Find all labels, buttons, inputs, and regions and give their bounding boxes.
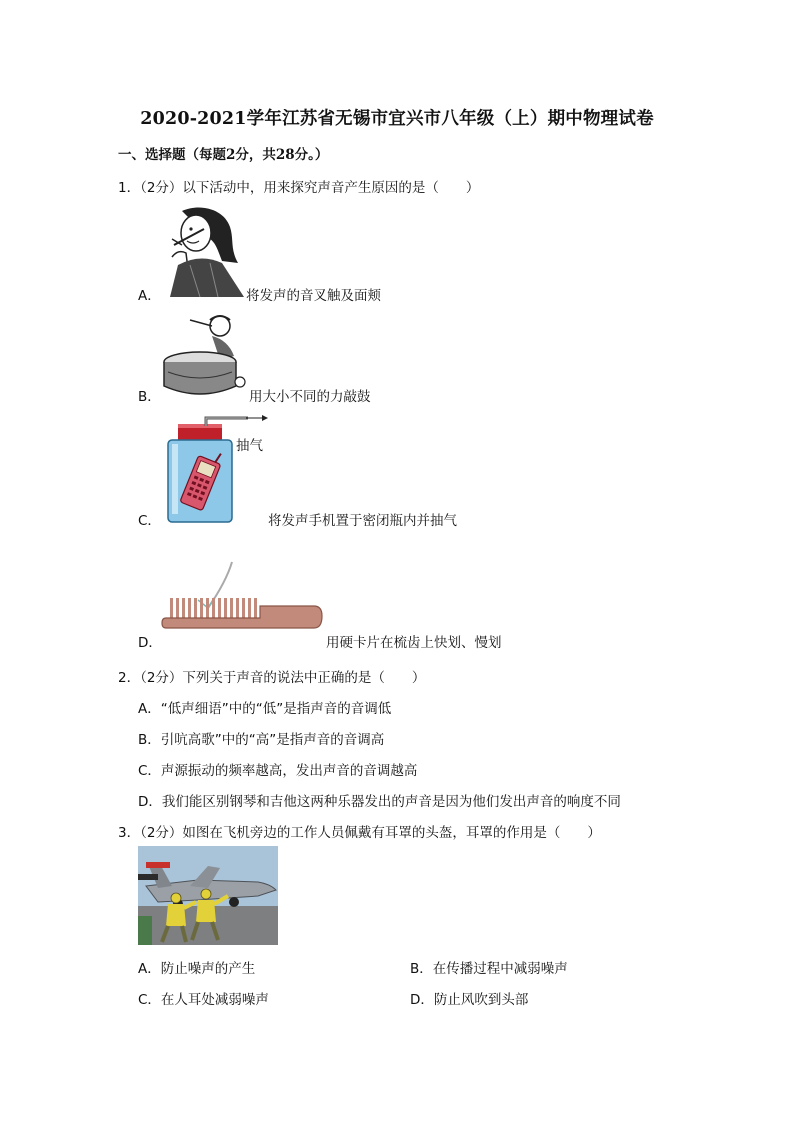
q3-option-d: D．防止风吹到头部 — [410, 992, 529, 1008]
phone-in-jar-illustration — [162, 414, 272, 524]
question-1-stem: 1．（2分）以下活动中，用来探究声音产生原因的是（ ） — [118, 180, 480, 196]
q1-option-b-text: 用大小不同的力敲鼓 — [249, 389, 371, 405]
comb-card-illustration — [160, 560, 326, 636]
q1-option-b-letter: B． — [138, 389, 161, 405]
q1-option-d-text: 用硬卡片在梳齿上快划、慢划 — [326, 635, 502, 651]
q1-option-c-text: 将发声手机置于密闭瓶内并抽气 — [268, 513, 457, 529]
question-2-stem: 2．（2分）下列关于声音的说法中正确的是（ ） — [118, 670, 426, 686]
q1-option-a-letter: A． — [138, 288, 161, 304]
q2-option-c: C．声源振动的频率越高，发出声音的音调越高 — [138, 763, 418, 779]
question-3-stem: 3．（2分）如图在飞机旁边的工作人员佩戴有耳罩的头盔，耳罩的作用是（ ） — [118, 825, 601, 841]
q3-option-a: A．防止噪声的产生 — [138, 961, 256, 977]
pump-air-label: 抽气 — [236, 438, 263, 454]
q3-option-b: B．在传播过程中减弱噪声 — [410, 961, 568, 977]
tuning-fork-face-illustration — [160, 203, 244, 297]
q2-option-d: D．我们能区别钢琴和吉他这两种乐器发出的声音是因为他们发出声音的响度不同 — [138, 794, 621, 810]
q3-option-c: C．在人耳处减弱噪声 — [138, 992, 269, 1008]
page-title: 2020-2021学年江苏省无锡市宜兴市八年级（上）期中物理试卷 — [140, 109, 654, 129]
q2-option-b: B．引吭高歌”中的“高”是指声音的音调高 — [138, 732, 385, 748]
q1-option-a-text: 将发声的音叉触及面颊 — [246, 288, 381, 304]
q2-option-a: A．“低声细语”中的“低”是指声音的音调低 — [138, 701, 392, 717]
q1-option-d-letter: D． — [138, 635, 162, 651]
section-heading: 一、选择题（每题2分，共28分。） — [118, 147, 329, 163]
q1-option-c-letter: C． — [138, 513, 161, 529]
drum-illustration — [160, 312, 248, 404]
aircraft-carrier-crew-photo — [138, 846, 278, 945]
